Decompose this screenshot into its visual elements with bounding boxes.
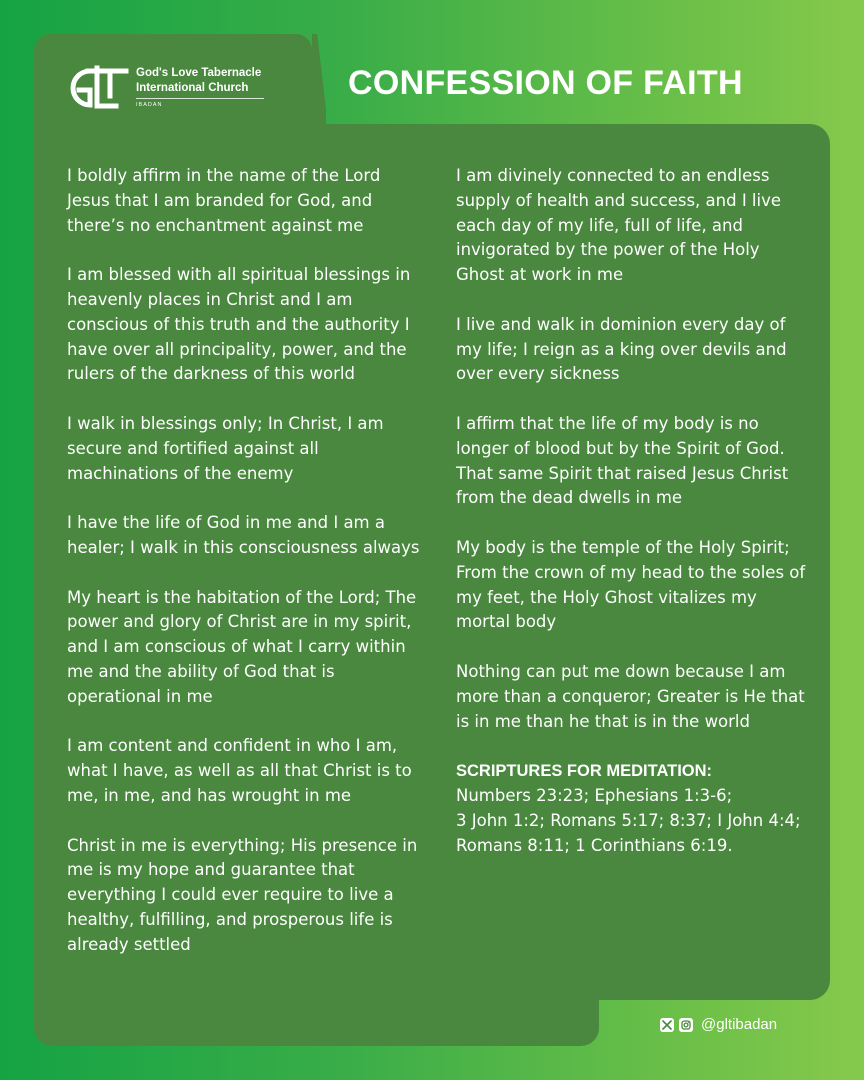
social-handle: [660, 1016, 777, 1033]
scriptures-line: Romans 8:11; 1 Corinthians 6:19.: [456, 835, 733, 855]
instagram-icon[interactable]: [679, 1018, 693, 1032]
scriptures-section: [456, 759, 812, 858]
confession-paragraph: I boldly affirm in the name of the Lord Jesus that I am branded for God, and there’s no enchantment against me: [67, 166, 381, 235]
confession-paragraph: My heart is the habitation of the Lord; The power and glory of Christ are in my spirit, and I am conscious of what I carry within me and the ability of God that is operational in me: [67, 587, 417, 706]
scriptures-line: Numbers 23:23; Ephesians 1:3-6;: [456, 785, 733, 805]
confession-paragraph: I am divinely connected to an endless supply of health and success, and I live each day of my life, full of life, and invigorated by the power of the Holy Ghost at work in me: [456, 166, 782, 285]
confession-paragraph: I have the life of God in me and I am a healer; I walk in this consciousness always: [67, 513, 420, 557]
scriptures-heading: SCRIPTURES FOR MEDITATION:: [456, 762, 713, 781]
church-name-line1: God's Love Tabernacle: [136, 67, 262, 79]
church-name-divider: [136, 98, 264, 99]
confession-left-column: [67, 164, 427, 982]
confession-paragraph: I affirm that the life of my body is no longer of blood but by the Spirit of God. That same Spirit that raised Jesus Christ from the dead dwells in me: [456, 413, 789, 508]
church-name-line2: International Church: [136, 82, 249, 94]
church-city: IBADAN: [136, 102, 163, 108]
church-name: [136, 66, 286, 109]
x-icon[interactable]: [660, 1018, 674, 1032]
glt-logo-icon: [60, 62, 130, 114]
confession-paragraph: I live and walk in dominion every day of my life; I reign as a king over devils and over every sickness: [456, 314, 787, 384]
confession-paragraph: Christ in me is everything; His presence in me is my hope and guarantee that everything I could ever require to live a healthy, fulfilling, and prosperous life is already settled: [67, 835, 418, 954]
confession-paragraph: I am content and confident in who I am, what I have, as well as all that Christ is to me, in me, and has wrought in me: [67, 736, 412, 805]
card-footer-tab: [34, 990, 599, 1046]
confession-paragraph: My body is the temple of the Holy Spirit; From the crown of my head to the soles of my feet, the Holy Ghost vitalizes my mortal body: [456, 537, 806, 632]
social-handle-text[interactable]: @gltibadan: [701, 1016, 778, 1033]
confession-paragraph: Nothing can put me down because I am more than a conqueror; Greater is He that is in me than he that is in the world: [456, 661, 805, 731]
scriptures-line: 3 John 1:2; Romans 5:17; 8:37; I John 4:4;: [456, 810, 801, 830]
confession-paragraph: I walk in blessings only; In Christ, I am secure and fortified against all machinations of the enemy: [67, 413, 384, 483]
card-notch: [312, 34, 326, 124]
page-title: CONFESSION OF FAITH: [348, 64, 743, 102]
confession-paragraph: I am blessed with all spiritual blessings in heavenly places in Christ and I am conscious of this truth and the authority I have over all principality, power, and the rulers of the darkness of this world: [67, 265, 411, 384]
confession-right-column: [456, 164, 812, 858]
